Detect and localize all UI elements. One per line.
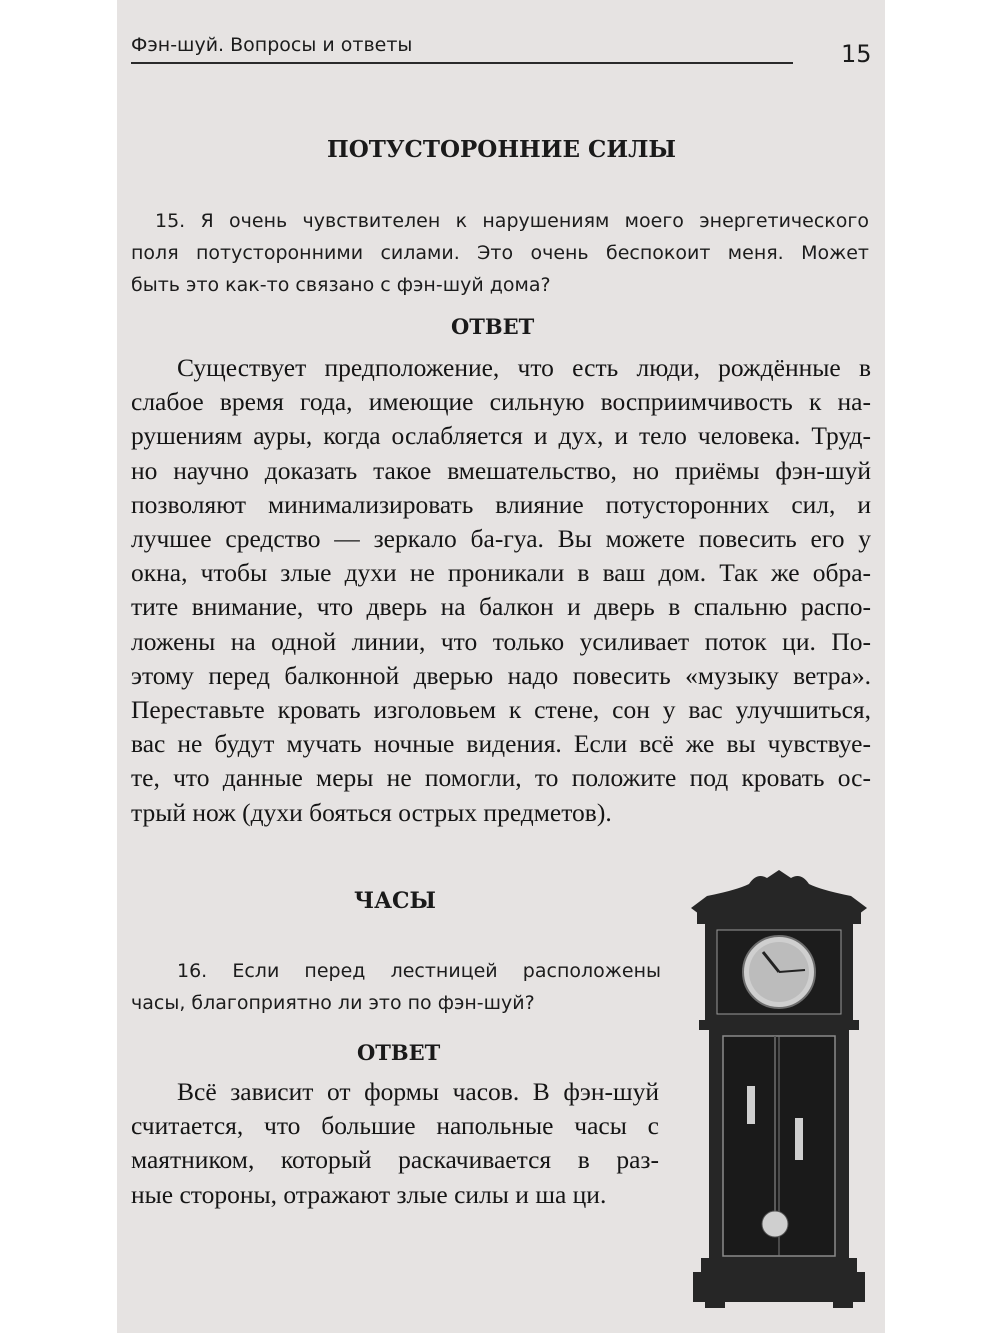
answer-line: те, что данные меры не помогли, то положите под кровать ос- <box>131 763 871 793</box>
question-line: быть это как-то связано с фэн-шуй дома? <box>131 274 551 296</box>
running-header-title: Фэн-шуй. Вопросы и ответы <box>131 34 413 56</box>
answer-15 <box>131 351 871 830</box>
answer-line: Всё зависит от формы часов. В фэн-шуй <box>177 1077 659 1106</box>
answer-line: вас не будут мучать ночные видения. Если всё же вы чувствуе- <box>131 729 871 759</box>
answer-line: Существует предположение, что есть люди, рождённые в <box>177 353 871 382</box>
answer-line: тите внимание, что дверь на балкон и дверь в спальню распо- <box>131 592 871 622</box>
answer-line: этому перед балконной дверью надо повесить «музыку ветра». <box>131 660 871 690</box>
answer-line: ные стороны, отражают злые силы и ша ци. <box>131 1179 607 1209</box>
running-header <box>131 34 793 64</box>
answer-line: слабое время года, имеющие сильную восприимчивость к на- <box>131 387 871 417</box>
answer-line: рушениям ауры, когда ослабляется и дух, и тело человека. Труд- <box>131 421 871 451</box>
answer-heading: ОТВЕТ <box>451 314 535 339</box>
answer-line: считается, что большие напольные часы с <box>131 1111 659 1141</box>
question-line: 15. Я очень чувствителен к нарушениям моего энергетического <box>155 210 869 232</box>
answer-line: окна, чтобы злые духи не проникали в ваш дом. Так же обра- <box>131 558 871 588</box>
question-15 <box>131 205 869 301</box>
answer-16 <box>131 1075 659 1212</box>
section-title-clocks: ЧАСЫ <box>354 888 436 914</box>
question-line: 16. Если перед лестницей расположены <box>177 960 661 982</box>
question-line: часы, благоприятно ли это по фэн-шуй? <box>131 992 535 1014</box>
answer-line: ложены на одной линии, что только усиливает поток ци. По- <box>131 626 871 656</box>
answer-line: позволяют минимализировать влияние потусторонних сил, и <box>131 489 871 519</box>
answer-line: Переставьте кровать изголовьем к стене, сон у вас улучшиться, <box>131 695 871 725</box>
grandfather-clock-icon <box>687 868 871 1310</box>
answer-line: но научно доказать такое вмешательство, но приёмы фэн-шуй <box>131 455 871 485</box>
book-page <box>117 0 885 1333</box>
answer-line: трый нож (духи бояться острых предметов). <box>131 797 612 827</box>
answer-line: маятником, который раскачивается в раз- <box>131 1145 659 1175</box>
question-16 <box>131 955 661 1019</box>
section-title-otherworldly-forces: ПОТУСТОРОННИЕ СИЛЫ <box>327 136 677 163</box>
question-line: поля потусторонними силами. Это очень беспокоит меня. Может <box>131 242 869 264</box>
answer-heading: ОТВЕТ <box>357 1040 441 1065</box>
page-number: 15 <box>841 40 872 68</box>
answer-line: лучшее средство — зеркало ба-гуа. Вы можете повесить его у <box>131 524 871 554</box>
